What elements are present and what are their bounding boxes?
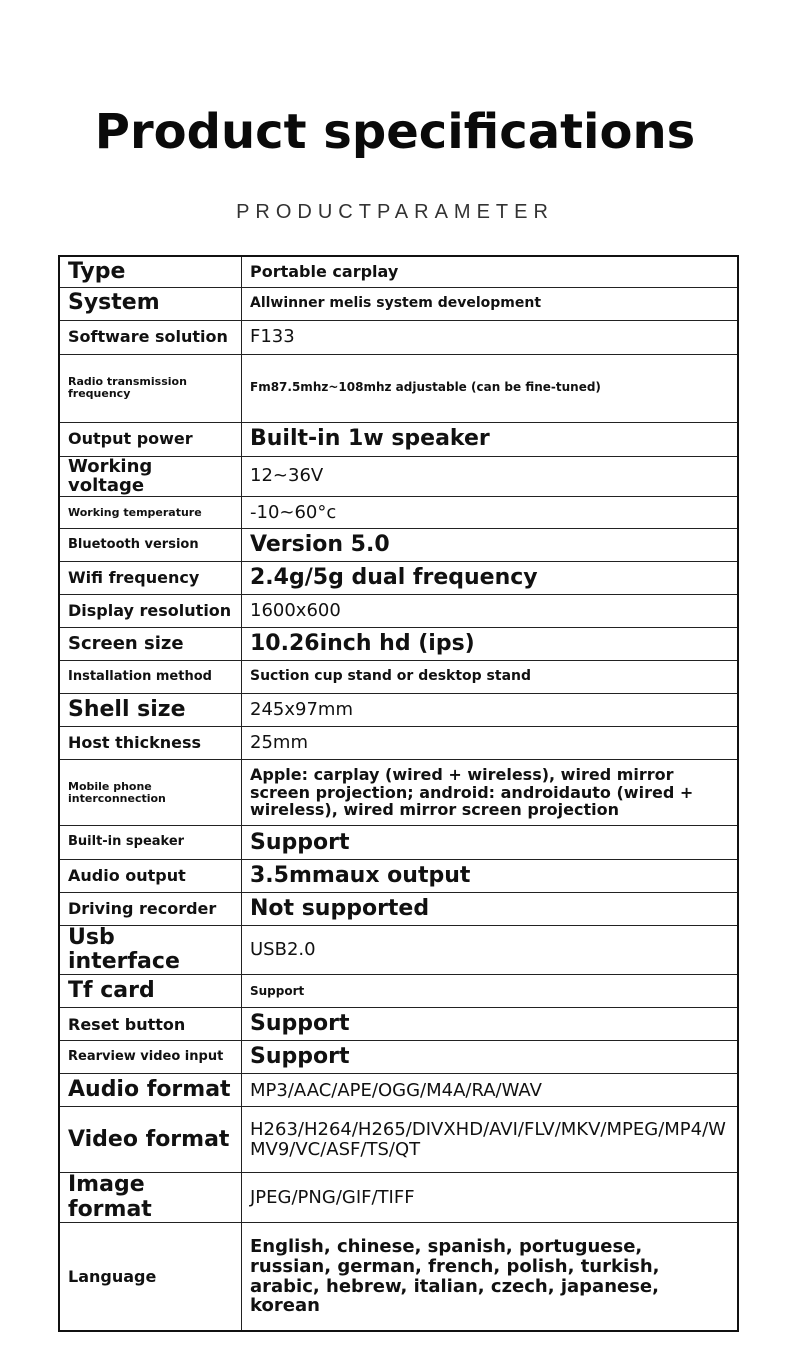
spec-row-radio-frequency [59,354,738,422]
spec-row-output-power [59,422,738,456]
spec-label: Wifi frequency [59,562,242,595]
spec-row-rearview-video-input [59,1041,738,1074]
spec-row-installation-method [59,661,738,694]
spec-value: 12~36V [242,456,739,497]
spec-value: Portable carplay [242,256,739,287]
spec-value: 1600x600 [242,595,739,628]
spec-row-reset-button [59,1008,738,1041]
spec-label: Radio transmission frequency [59,354,242,422]
spec-label: Audio format [59,1074,242,1107]
spec-label: Output power [59,422,242,456]
spec-label: Image format [59,1173,242,1222]
spec-value: Apple: carplay (wired + wireless), wired mirror screen projection; android: androidauto (wired + wireless), wired mirror screen projection [242,760,739,826]
spec-row-mobile-interconnection [59,760,738,826]
spec-value: English, chinese, spanish, portuguese, russian, german, french, polish, turkish, arabic, hebrew, italian, czech, japanese, korean [242,1222,739,1331]
spec-value: Version 5.0 [242,529,739,562]
spec-value: Support [242,1041,739,1074]
spec-table [58,255,739,1332]
spec-label: Type [59,256,242,287]
spec-row-working-temperature [59,497,738,529]
spec-label: Mobile phone interconnection [59,760,242,826]
spec-row-video-format [59,1107,738,1173]
spec-label: Built-in speaker [59,826,242,860]
spec-label: Software solution [59,320,242,354]
spec-value: Not supported [242,893,739,926]
spec-value: Suction cup stand or desktop stand [242,661,739,694]
spec-value: JPEG/PNG/GIF/TIFF [242,1173,739,1222]
spec-label: Reset button [59,1008,242,1041]
spec-row-type [59,256,738,287]
spec-label: Rearview video input [59,1041,242,1074]
page-subtitle: PRODUCTPARAMETER [236,201,554,223]
spec-row-audio-output [59,860,738,893]
spec-row-driving-recorder [59,893,738,926]
spec-value: Support [242,975,739,1008]
spec-row-wifi-frequency [59,562,738,595]
spec-row-audio-format [59,1074,738,1107]
spec-value: -10~60°c [242,497,739,529]
spec-row-working-voltage [59,456,738,497]
spec-row-host-thickness [59,727,738,760]
spec-value: 10.26inch hd (ips) [242,628,739,661]
spec-label: Tf card [59,975,242,1008]
spec-row-language [59,1222,738,1331]
spec-label: Working voltage [59,456,242,497]
spec-label: Driving recorder [59,893,242,926]
spec-label: Audio output [59,860,242,893]
spec-label: Host thickness [59,727,242,760]
spec-row-screen-size [59,628,738,661]
spec-label: Video format [59,1107,242,1173]
spec-label: Screen size [59,628,242,661]
spec-value: Fm87.5mhz~108mhz adjustable (can be fine-tuned) [242,354,739,422]
spec-row-system [59,287,738,320]
spec-label: Working temperature [59,497,242,529]
page-title: Product specifications [94,104,696,160]
spec-row-tf-card [59,975,738,1008]
spec-row-image-format [59,1173,738,1222]
spec-row-software-solution [59,320,738,354]
spec-label: Bluetooth version [59,529,242,562]
spec-label: Installation method [59,661,242,694]
spec-value: 3.5mmaux output [242,860,739,893]
spec-row-bluetooth-version [59,529,738,562]
spec-value: Support [242,826,739,860]
spec-value: Built-in 1w speaker [242,422,739,456]
spec-value: Allwinner melis system development [242,287,739,320]
spec-value: MP3/AAC/APE/OGG/M4A/RA/WAV [242,1074,739,1107]
spec-label: System [59,287,242,320]
spec-label: Language [59,1222,242,1331]
spec-value: 2.4g/5g dual frequency [242,562,739,595]
spec-row-display-resolution [59,595,738,628]
spec-value: H263/H264/H265/DIVXHD/AVI/FLV/MKV/MPEG/MP4/WMV9/VC/ASF/TS/QT [242,1107,739,1173]
spec-value: 25mm [242,727,739,760]
spec-row-usb-interface [59,926,738,975]
spec-value: USB2.0 [242,926,739,975]
spec-value: 245x97mm [242,694,739,727]
spec-value: F133 [242,320,739,354]
spec-value: Support [242,1008,739,1041]
spec-label: Display resolution [59,595,242,628]
spec-label: Shell size [59,694,242,727]
spec-label: Usb interface [59,926,242,975]
spec-row-shell-size [59,694,738,727]
spec-row-builtin-speaker [59,826,738,860]
